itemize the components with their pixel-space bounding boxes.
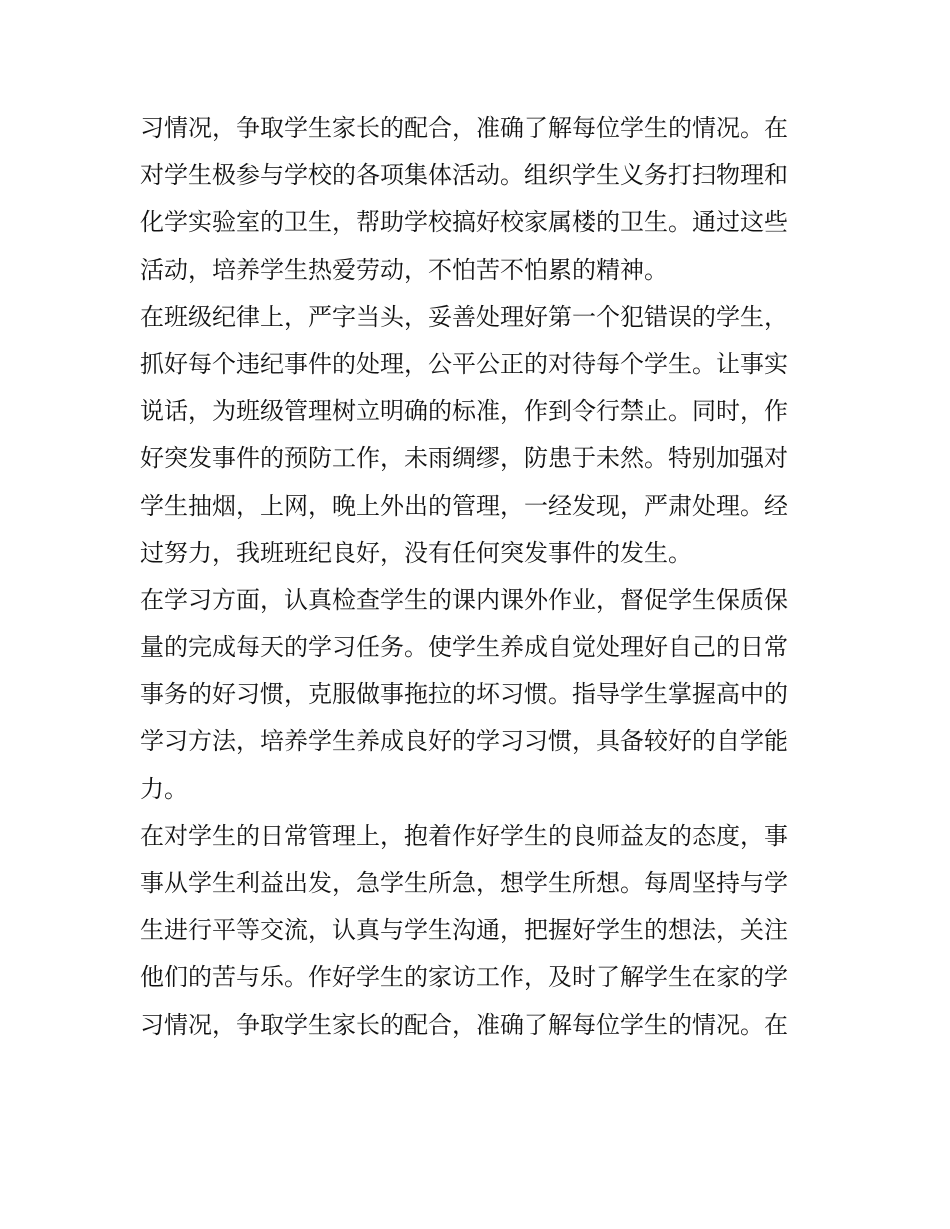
text-line-2: 对学生极参与学校的各项集体活动。组织学生义务打扫物理和 (140, 161, 788, 190)
text-line-19: 他们的苦与乐。作好学生的家访工作，及时了解学生在家的学 (140, 963, 788, 992)
text-line-7: 说话，为班级管理树立明确的标准，作到令行禁止。同时，作 (140, 397, 788, 426)
text-line-20: 习情况，争取学生家长的配合，准确了解每位学生的情况。在 (140, 1010, 788, 1039)
text-line-10: 过努力，我班班纪良好，没有任何突发事件的发生。 (140, 538, 692, 567)
text-line-5: 在班级纪律上，严字当头，妥善处理好第一个犯错误的学生， (140, 302, 788, 331)
text-line-12: 量的完成每天的学习任务。使学生养成自觉处理好自己的日常 (140, 633, 788, 662)
text-line-9: 学生抽烟，上网，晚上外出的管理，一经发现，严肃处理。经 (140, 491, 788, 520)
text-line-17: 事从学生利益出发，急学生所急，想学生所想。每周坚持与学 (140, 869, 788, 897)
text-line-4: 活动，培养学生热爱劳动，不怕苦不怕累的精神。 (140, 255, 668, 284)
text-line-16: 在对学生的日常管理上，抱着作好学生的良师益友的态度，事 (140, 821, 788, 850)
text-line-13: 事务的好习惯，克服做事拖拉的坏习惯。指导学生掌握高中的 (140, 680, 788, 709)
text-line-18: 生进行平等交流，认真与学生沟通，把握好学生的想法，关注 (140, 916, 788, 945)
text-line-14: 学习方法，培养学生养成良好的学习习惯，具备较好的自学能 (140, 727, 788, 756)
text-line-15: 力。 (140, 774, 188, 803)
text-line-6: 抓好每个违纪事件的处理，公平公正的对待每个学生。让事实 (140, 349, 788, 378)
text-line-3: 化学实验室的卫生，帮助学校搞好校家属楼的卫生。通过这些 (140, 208, 788, 237)
text-line-1: 习情况，争取学生家长的配合，准确了解每位学生的情况。在 (140, 114, 788, 142)
text-line-8: 好突发事件的预防工作，未雨绸缪，防患于未然。特别加强对 (140, 444, 788, 473)
text-line-11: 在学习方面，认真检查学生的课内课外作业，督促学生保质保 (140, 585, 788, 614)
body-text (140, 105, 820, 1049)
